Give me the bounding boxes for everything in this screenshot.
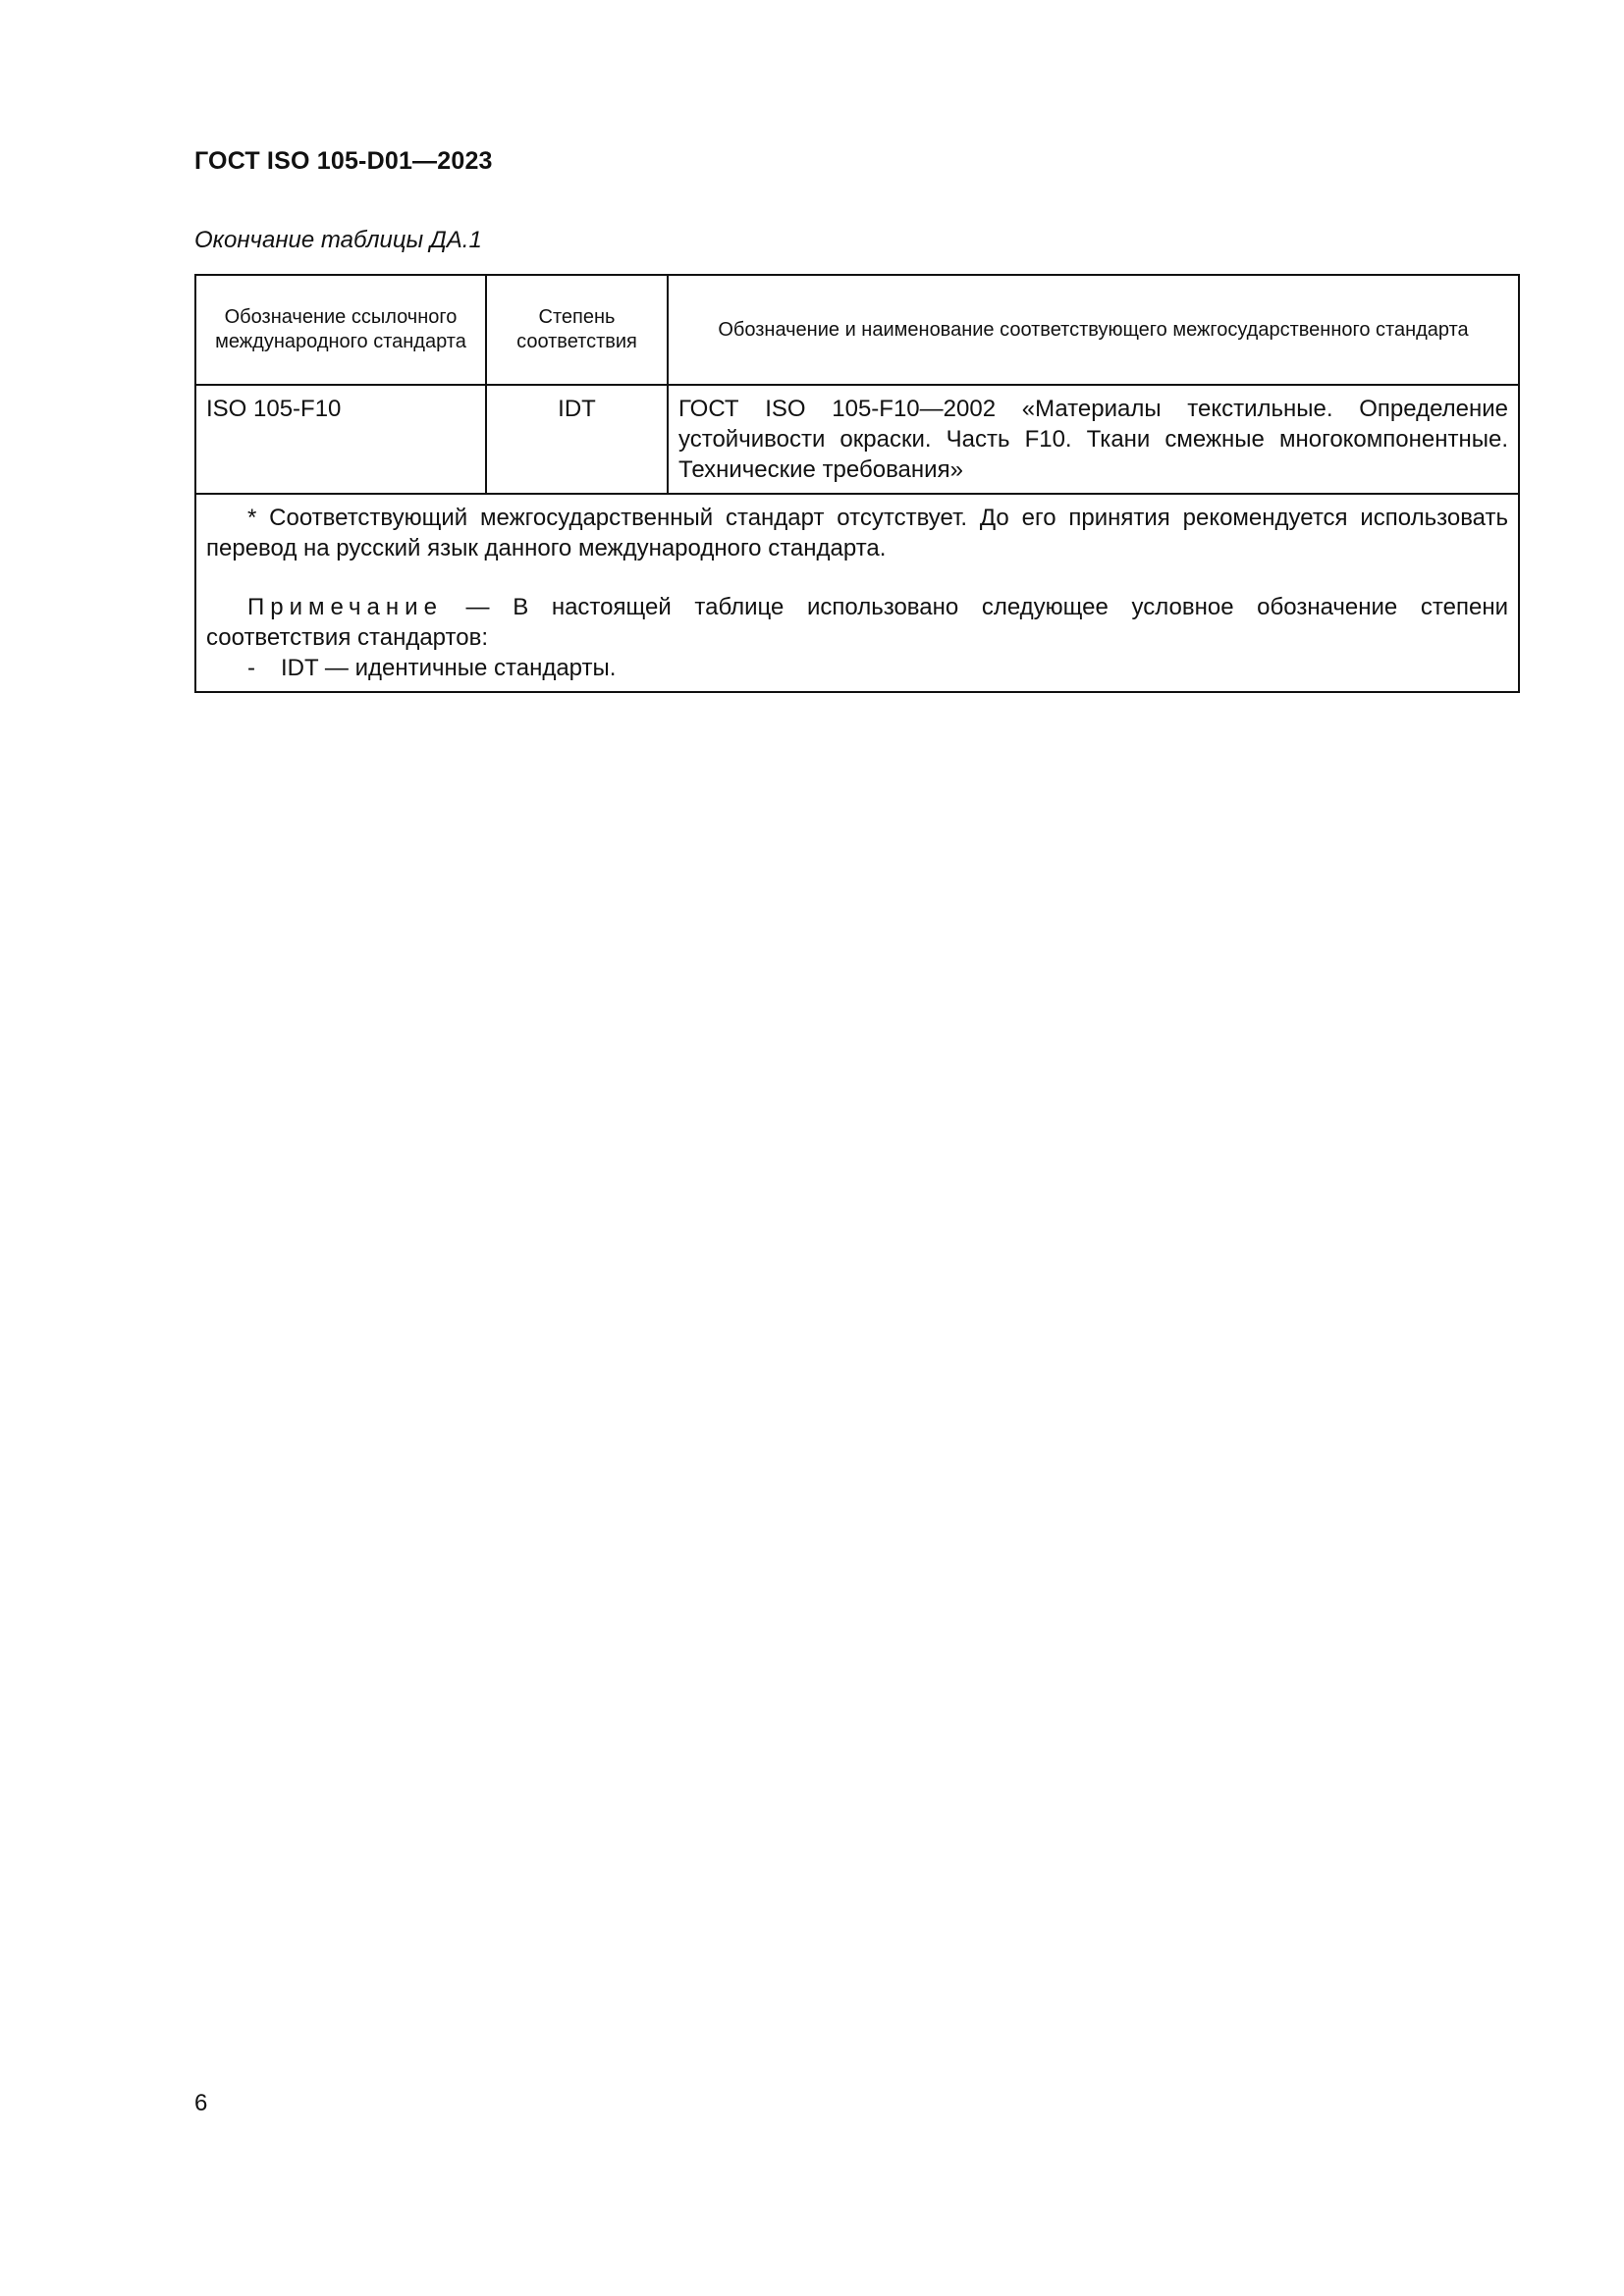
note-list-item bbox=[206, 653, 1508, 683]
cell-standard: ГОСТ ISO 105-F10—2002 «Материалы текстильные. Определение устойчивости окраски. Часть F10. Ткани смежные многокомпонентные. Технические требования» bbox=[668, 385, 1519, 494]
column-header-degree: Степень соответствия bbox=[486, 275, 668, 385]
column-header-standard: Обозначение и наименование соответствующего межгосударственного стандарта bbox=[668, 275, 1519, 385]
note-list-bullet: - bbox=[247, 655, 255, 681]
table-row bbox=[195, 385, 1519, 494]
notes-row bbox=[195, 494, 1519, 692]
note-list-item-text: IDT — идентичные стандарты. bbox=[281, 655, 617, 681]
note-text: — В настоящей таблице использовано следующее условное обозначение степени соответствия стандартов: bbox=[206, 594, 1508, 651]
cell-reference: ISO 105-F10 bbox=[195, 385, 486, 494]
note-paragraph bbox=[206, 592, 1508, 653]
document-header: ГОСТ ISO 105-D01—2023 bbox=[194, 147, 493, 175]
table-caption: Окончание таблицы ДА.1 bbox=[194, 227, 482, 253]
table-header-row bbox=[195, 275, 1519, 385]
notes-cell bbox=[195, 494, 1519, 692]
note-label: Примечание bbox=[247, 594, 443, 620]
footnote-text: * Соответствующий межгосударственный стандарт отсутствует. До его принятия рекомендуется использовать перевод на русский язык данного международного стандарта. bbox=[206, 505, 1508, 561]
page-number: 6 bbox=[194, 2090, 208, 2116]
cell-degree: IDT bbox=[486, 385, 668, 494]
reference-standards-table bbox=[194, 274, 1520, 693]
column-header-reference: Обозначение ссылочного международного стандарта bbox=[195, 275, 486, 385]
